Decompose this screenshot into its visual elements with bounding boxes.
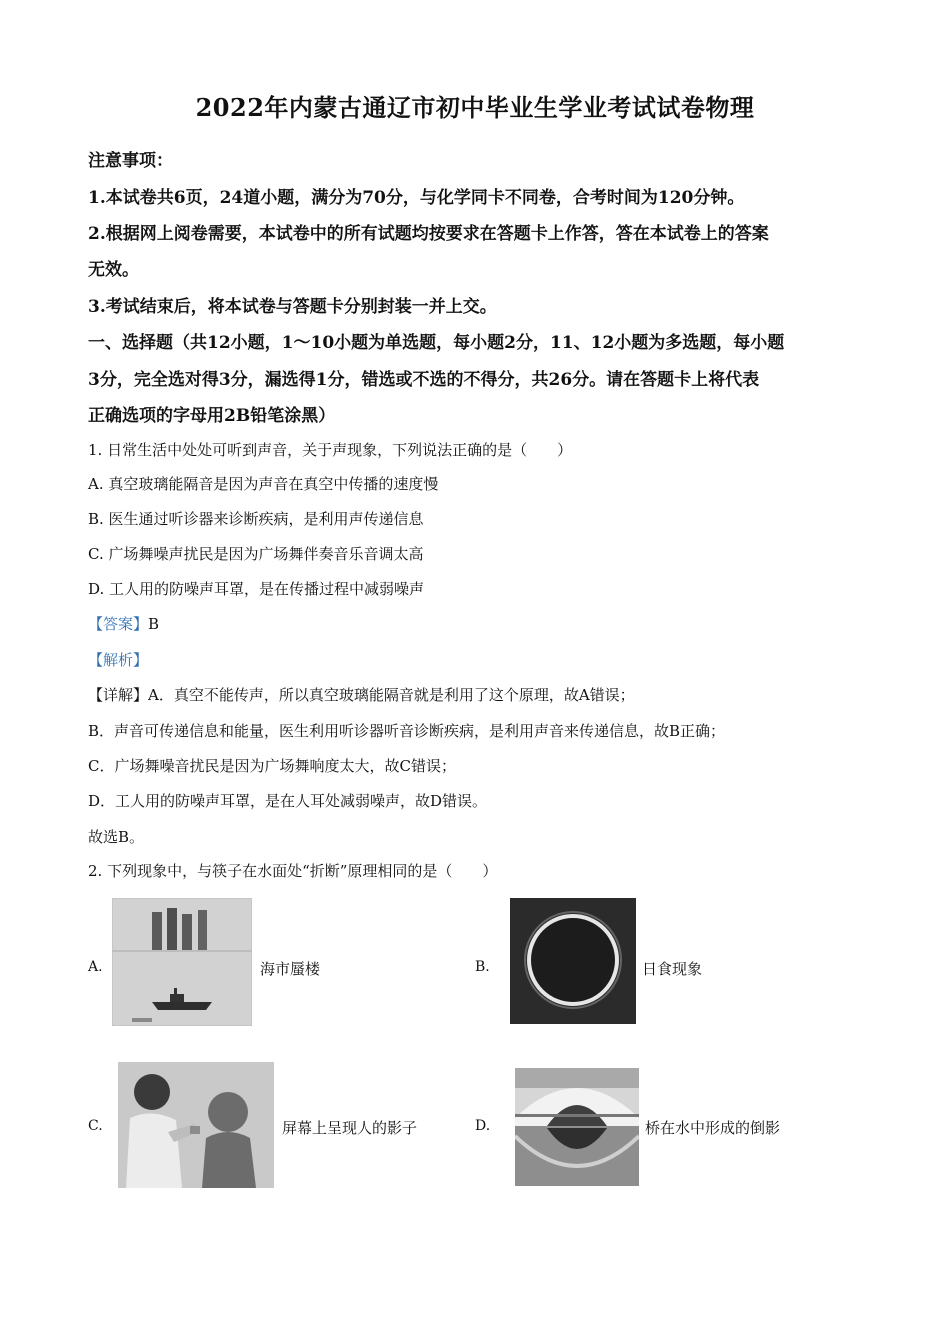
answer-value: B (148, 615, 160, 633)
q1-detail-a-line (88, 684, 635, 705)
notice-item-2-line-2: 无效。 (88, 260, 139, 280)
q1-answer (88, 613, 159, 634)
q2-option-b-letter: B. (475, 959, 490, 975)
q1-stem: 1. 日常生活中处处可听到声音，关于声现象，下列说法正确的是（ ） (88, 441, 573, 459)
q2-option-d-caption: 桥在水中形成的倒影 (645, 1119, 781, 1137)
q2-option-c-letter: C. (88, 1118, 103, 1134)
q1-option-d: D. 工人用的防噪声耳罩，是在传播过程中减弱噪声 (88, 580, 425, 598)
q1-option-c: C. 广场舞噪声扰民是因为广场舞伴奏音乐音调太高 (88, 545, 424, 563)
notice-heading: 注意事项： (88, 151, 173, 171)
notice-item-2-line-1: 2.根据网上阅卷需要，本试卷中的所有试题均按要求在答题卡上作答，答在本试卷上的答案 (88, 224, 769, 244)
q2-option-b-caption: 日食现象 (642, 960, 703, 978)
q1-detail-c: C．广场舞噪音扰民是因为广场舞响度太大，故C错误； (88, 757, 456, 775)
q1-option-b: B. 医生通过听诊器来诊断疾病，是利用声传递信息 (88, 510, 424, 528)
section-1-line-1: 一、选择题（共12小题，1～10小题为单选题，每小题2分，11、12小题为多选题，每小题 (88, 333, 785, 353)
detail-tag: 【详解】 (88, 686, 149, 704)
exam-title: 2022年内蒙古通辽市初中毕业生学业考试试卷物理 (195, 93, 755, 122)
answer-tag: 【答案】 (88, 615, 149, 633)
analysis-tag: 【解析】 (88, 651, 149, 669)
q1-conclusion: 故选B。 (88, 828, 145, 846)
section-1-line-3: 正确选项的字母用2B铅笔涂黑） (88, 406, 336, 426)
q1-detail-d: D．工人用的防噪声耳罩，是在人耳处减弱噪声，故D错误。 (88, 792, 488, 810)
q2-option-a-letter: A. (88, 959, 103, 975)
notice-item-3: 3.考试结束后，将本试卷与答题卡分别封装一并上交。 (88, 297, 497, 317)
notice-item-1: 1.本试卷共6页，24道小题，满分为70分，与化学同卡不同卷，合考时间为120分钟。 (88, 188, 745, 208)
q1-option-a: A. 真空玻璃能隔音是因为声音在真空中传播的速度慢 (88, 475, 439, 493)
q1-detail-a: A．真空不能传声，所以真空玻璃能隔音就是利用了这个原理，故A错误； (148, 686, 635, 704)
solar-eclipse-photo (510, 898, 636, 1024)
q2-option-c-caption: 屏幕上呈现人的影子 (282, 1119, 418, 1137)
q2-stem: 2. 下列现象中，与筷子在水面处“折断”原理相同的是（ ） (88, 862, 498, 880)
q1-detail-b: B．声音可传递信息和能量，医生利用听诊器听音诊断疾病，是利用声音来传递信息，故B正确； (88, 722, 726, 740)
mirage-photo (112, 898, 252, 1026)
section-1-line-2: 3分，完全选对得3分，漏选得1分，错选或不选的不得分，共26分。请在答题卡上将代表 (88, 370, 760, 390)
q2-option-d-letter: D. (475, 1118, 491, 1134)
shadow-photo (118, 1062, 274, 1188)
bridge-reflection-photo (515, 1068, 639, 1186)
q2-option-a-caption: 海市蜃楼 (260, 960, 321, 978)
